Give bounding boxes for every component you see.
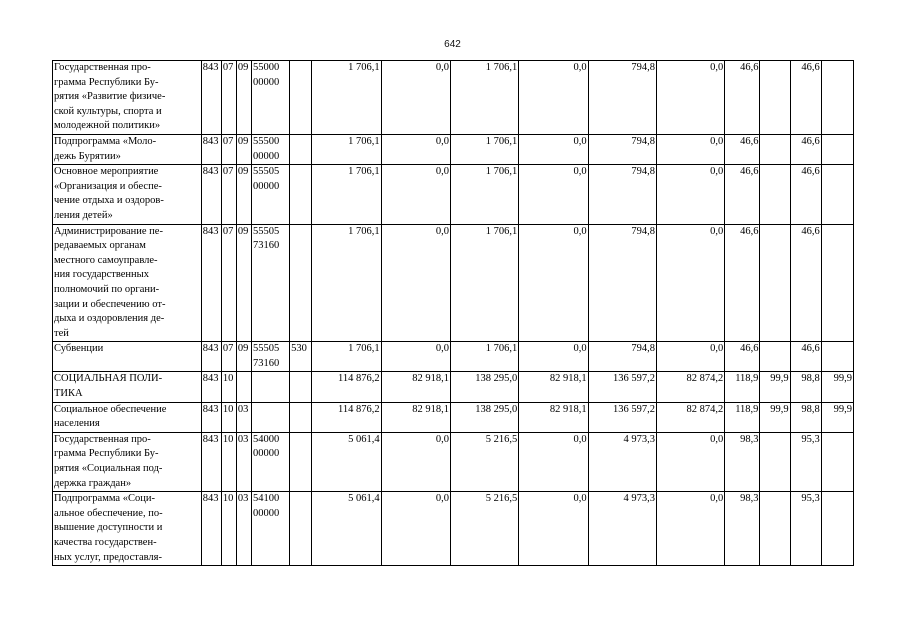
percent-planned-total-cell: 46,6 <box>790 61 821 135</box>
item-name-line: ТИКА <box>54 388 83 400</box>
percent-planned-total-cell: 46,6 <box>790 165 821 224</box>
percent-approved-total-cell: 118,9 <box>725 402 760 432</box>
planned-total-cell: 138 295,0 <box>450 402 518 432</box>
percent-approved-federal-cell <box>760 342 790 372</box>
percent-planned-federal-cell: 99,9 <box>821 372 853 402</box>
approved-total-cell: 114 876,2 <box>312 402 381 432</box>
item-name-line: чение отдыха и оздоров- <box>54 195 164 207</box>
item-name-cell <box>53 134 202 164</box>
table-row <box>53 224 854 342</box>
table-row <box>53 134 854 164</box>
percent-planned-total-cell: 98,8 <box>790 372 821 402</box>
executed-total-cell: 794,8 <box>588 165 656 224</box>
item-name-cell <box>53 342 202 372</box>
table-row <box>53 432 854 491</box>
approved-total-cell: 1 706,1 <box>312 165 381 224</box>
percent-approved-total-cell: 46,6 <box>725 342 760 372</box>
approved-total-cell: 5 061,4 <box>312 492 381 566</box>
planned-total-cell: 1 706,1 <box>450 165 518 224</box>
subsection-code-cell: 03 <box>236 492 251 566</box>
percent-approved-total-cell: 46,6 <box>725 61 760 135</box>
executed-federal-cell: 0,0 <box>656 61 724 135</box>
percent-planned-federal-cell <box>821 342 853 372</box>
approved-federal-cell: 0,0 <box>381 432 450 491</box>
percent-approved-federal-cell <box>760 224 790 342</box>
percent-approved-total-cell: 98,3 <box>725 432 760 491</box>
table-row <box>53 61 854 135</box>
planned-federal-cell: 82 918,1 <box>519 372 588 402</box>
section-code-cell: 10 <box>221 402 236 432</box>
executed-federal-cell: 0,0 <box>656 224 724 342</box>
item-name-line: альное обеспечение, по- <box>54 507 163 519</box>
target-article-line: 55000 <box>252 62 280 73</box>
percent-approved-total-cell: 118,9 <box>725 372 760 402</box>
page-number: 642 <box>444 39 461 50</box>
target-article-line: 55505 <box>252 225 280 237</box>
target-article-cell <box>251 165 289 224</box>
percent-planned-total-cell: 46,6 <box>790 342 821 372</box>
section-code-cell: 10 <box>221 492 236 566</box>
approved-total-cell: 1 706,1 <box>312 342 381 372</box>
table-row <box>53 492 854 566</box>
planned-federal-cell: 82 918,1 <box>519 402 588 432</box>
executed-federal-cell: 0,0 <box>656 432 724 491</box>
item-name-line: дыха и оздоровления де- <box>54 313 165 325</box>
target-article-line: 73160 <box>252 240 280 252</box>
target-article-line: 00000 <box>252 76 280 88</box>
approved-federal-cell: 0,0 <box>381 492 450 566</box>
executed-federal-cell: 0,0 <box>656 342 724 372</box>
subsection-code-cell: 03 <box>236 402 251 432</box>
percent-planned-total-cell: 46,6 <box>790 134 821 164</box>
planned-federal-cell: 0,0 <box>519 492 588 566</box>
item-name-line: Социальное обеспечение <box>54 403 167 415</box>
item-name-line: ных услуг, предоставля- <box>54 551 162 563</box>
section-code-cell: 07 <box>221 61 236 135</box>
percent-planned-federal-cell <box>821 492 853 566</box>
target-article-line: 73160 <box>252 357 280 369</box>
executed-total-cell: 4 973,3 <box>588 432 656 491</box>
approved-total-cell: 1 706,1 <box>312 134 381 164</box>
expense-type-cell <box>290 492 312 566</box>
planned-total-cell: 1 706,1 <box>450 342 518 372</box>
expense-type-cell <box>290 165 312 224</box>
item-name-line: тей <box>54 327 69 339</box>
item-name-line: «Организация и обеспе- <box>54 180 162 192</box>
subsection-code-cell: 09 <box>236 165 251 224</box>
item-name-line: населения <box>54 418 100 430</box>
item-name-line: Государственная про- <box>54 433 151 445</box>
percent-planned-total-cell: 95,3 <box>790 492 821 566</box>
percent-planned-federal-cell <box>821 61 853 135</box>
admin-code-cell: 843 <box>201 342 221 372</box>
percent-planned-federal-cell: 99,9 <box>821 402 853 432</box>
target-article-line: 55505 <box>252 343 280 355</box>
planned-federal-cell: 0,0 <box>519 134 588 164</box>
item-name-line: Администрирование пе- <box>54 225 163 237</box>
executed-federal-cell: 82 874,2 <box>656 402 724 432</box>
approved-total-cell: 1 706,1 <box>312 61 381 135</box>
item-name-line: вышение доступности и <box>54 522 163 534</box>
percent-approved-federal-cell <box>760 432 790 491</box>
target-article-line: 00000 <box>252 150 280 162</box>
executed-federal-cell: 0,0 <box>656 165 724 224</box>
table-row <box>53 342 854 372</box>
approved-federal-cell: 0,0 <box>381 342 450 372</box>
expense-type-cell <box>290 372 312 402</box>
item-name-line: Основное мероприятие <box>54 166 159 178</box>
executed-total-cell: 136 597,2 <box>588 372 656 402</box>
planned-federal-cell: 0,0 <box>519 342 588 372</box>
percent-approved-federal-cell <box>760 165 790 224</box>
percent-approved-federal-cell <box>760 61 790 135</box>
target-article-cell <box>251 61 289 135</box>
expense-type-cell: 530 <box>290 342 312 372</box>
target-article-cell <box>251 432 289 491</box>
item-name-line: ния государственных <box>54 269 149 281</box>
planned-federal-cell: 0,0 <box>519 432 588 491</box>
item-name-cell <box>53 165 202 224</box>
executed-federal-cell: 0,0 <box>656 134 724 164</box>
expense-type-cell <box>290 402 312 432</box>
expense-type-cell <box>290 134 312 164</box>
admin-code-cell: 843 <box>201 165 221 224</box>
approved-federal-cell: 0,0 <box>381 165 450 224</box>
section-code-cell: 07 <box>221 165 236 224</box>
percent-planned-total-cell: 95,3 <box>790 432 821 491</box>
item-name-line: дежь Бурятии» <box>54 150 121 162</box>
item-name-line: местного самоуправле- <box>54 254 158 266</box>
item-name-line: держка граждан» <box>54 477 132 489</box>
percent-approved-total-cell: 98,3 <box>725 492 760 566</box>
target-article-cell <box>251 224 289 342</box>
executed-total-cell: 136 597,2 <box>588 402 656 432</box>
approved-federal-cell: 82 918,1 <box>381 402 450 432</box>
expense-type-cell <box>290 61 312 135</box>
item-name-cell <box>53 224 202 342</box>
executed-federal-cell: 82 874,2 <box>656 372 724 402</box>
section-code-cell: 07 <box>221 134 236 164</box>
percent-approved-federal-cell <box>760 492 790 566</box>
section-code-cell: 10 <box>221 432 236 491</box>
item-name-line: рятия «Развитие физиче- <box>54 91 166 103</box>
target-article-cell <box>251 402 289 432</box>
target-article-cell <box>251 492 289 566</box>
subsection-code-cell: 09 <box>236 224 251 342</box>
target-article-line: 00000 <box>252 448 280 460</box>
percent-approved-total-cell: 46,6 <box>725 165 760 224</box>
section-code-cell: 07 <box>221 342 236 372</box>
item-name-line: зации и обеспечению от- <box>54 298 166 310</box>
percent-planned-federal-cell <box>821 432 853 491</box>
item-name-cell <box>53 372 202 402</box>
target-article-line: 00000 <box>252 507 280 519</box>
percent-planned-total-cell: 98,8 <box>790 402 821 432</box>
item-name-line: грамма Республики Бу- <box>54 448 159 460</box>
percent-planned-federal-cell <box>821 165 853 224</box>
subsection-code-cell: 03 <box>236 432 251 491</box>
subsection-code-cell <box>236 372 251 402</box>
executed-total-cell: 794,8 <box>588 224 656 342</box>
item-name-cell <box>53 432 202 491</box>
target-article-cell <box>251 134 289 164</box>
admin-code-cell: 843 <box>201 432 221 491</box>
item-name-cell <box>53 492 202 566</box>
approved-total-cell: 1 706,1 <box>312 224 381 342</box>
subsection-code-cell: 09 <box>236 134 251 164</box>
percent-approved-total-cell: 46,6 <box>725 134 760 164</box>
item-name-line: СОЦИАЛЬНАЯ ПОЛИ- <box>54 373 163 385</box>
target-article-line: 55505 <box>252 166 280 178</box>
target-article-line: 54100 <box>252 493 280 505</box>
item-name-line: Подпрограмма «Соци- <box>54 493 155 505</box>
expense-type-cell <box>290 432 312 491</box>
admin-code-cell: 843 <box>201 492 221 566</box>
item-name-cell <box>53 402 202 432</box>
table-row <box>53 402 854 432</box>
section-code-cell: 10 <box>221 372 236 402</box>
percent-planned-total-cell: 46,6 <box>790 224 821 342</box>
target-article-line: 00000 <box>252 180 280 192</box>
target-article-cell <box>251 342 289 372</box>
approved-federal-cell: 0,0 <box>381 224 450 342</box>
planned-federal-cell: 0,0 <box>519 165 588 224</box>
percent-approved-total-cell: 46,6 <box>725 224 760 342</box>
executed-federal-cell: 0,0 <box>656 492 724 566</box>
planned-total-cell: 138 295,0 <box>450 372 518 402</box>
admin-code-cell: 843 <box>201 61 221 135</box>
target-article-cell <box>251 372 289 402</box>
target-article-line: 55500 <box>252 135 280 147</box>
item-name-cell <box>53 61 202 135</box>
planned-federal-cell: 0,0 <box>519 224 588 342</box>
planned-federal-cell: 0,0 <box>519 61 588 135</box>
item-name-line: ления детей» <box>54 209 113 221</box>
percent-approved-federal-cell: 99,9 <box>760 402 790 432</box>
approved-federal-cell: 82 918,1 <box>381 372 450 402</box>
expense-type-cell <box>290 224 312 342</box>
admin-code-cell: 843 <box>201 224 221 342</box>
executed-total-cell: 794,8 <box>588 61 656 135</box>
percent-approved-federal-cell <box>760 134 790 164</box>
planned-total-cell: 1 706,1 <box>450 134 518 164</box>
item-name-line: качества государствен- <box>54 537 157 548</box>
admin-code-cell: 843 <box>201 402 221 432</box>
item-name-line: рятия «Социальная под- <box>54 463 163 475</box>
approved-total-cell: 114 876,2 <box>312 372 381 402</box>
percent-planned-federal-cell <box>821 134 853 164</box>
item-name-line: полномочий по органи- <box>54 283 160 295</box>
executed-total-cell: 4 973,3 <box>588 492 656 566</box>
planned-total-cell: 1 706,1 <box>450 224 518 342</box>
item-name-line: ской культуры, спорта и <box>54 105 162 117</box>
approved-federal-cell: 0,0 <box>381 61 450 135</box>
subsection-code-cell: 09 <box>236 61 251 135</box>
item-name-line: Субвенции <box>54 343 104 355</box>
table-row <box>53 372 854 402</box>
percent-approved-federal-cell: 99,9 <box>760 372 790 402</box>
admin-code-cell: 843 <box>201 372 221 402</box>
item-name-line: грамма Республики Бу- <box>54 76 159 88</box>
planned-total-cell: 5 216,5 <box>450 432 518 491</box>
percent-planned-federal-cell <box>821 224 853 342</box>
item-name-line: Подпрограмма «Моло- <box>54 135 157 147</box>
section-code-cell: 07 <box>221 224 236 342</box>
item-name-line: молодежной политики» <box>54 120 161 132</box>
admin-code-cell: 843 <box>201 134 221 164</box>
table-row <box>53 165 854 224</box>
executed-total-cell: 794,8 <box>588 342 656 372</box>
budget-table <box>52 60 854 566</box>
approved-total-cell: 5 061,4 <box>312 432 381 491</box>
target-article-line: 54000 <box>252 433 280 445</box>
planned-total-cell: 5 216,5 <box>450 492 518 566</box>
subsection-code-cell: 09 <box>236 342 251 372</box>
executed-total-cell: 794,8 <box>588 134 656 164</box>
item-name-line: редаваемых органам <box>54 240 146 252</box>
item-name-line: Государственная про- <box>54 62 151 73</box>
approved-federal-cell: 0,0 <box>381 134 450 164</box>
planned-total-cell: 1 706,1 <box>450 61 518 135</box>
